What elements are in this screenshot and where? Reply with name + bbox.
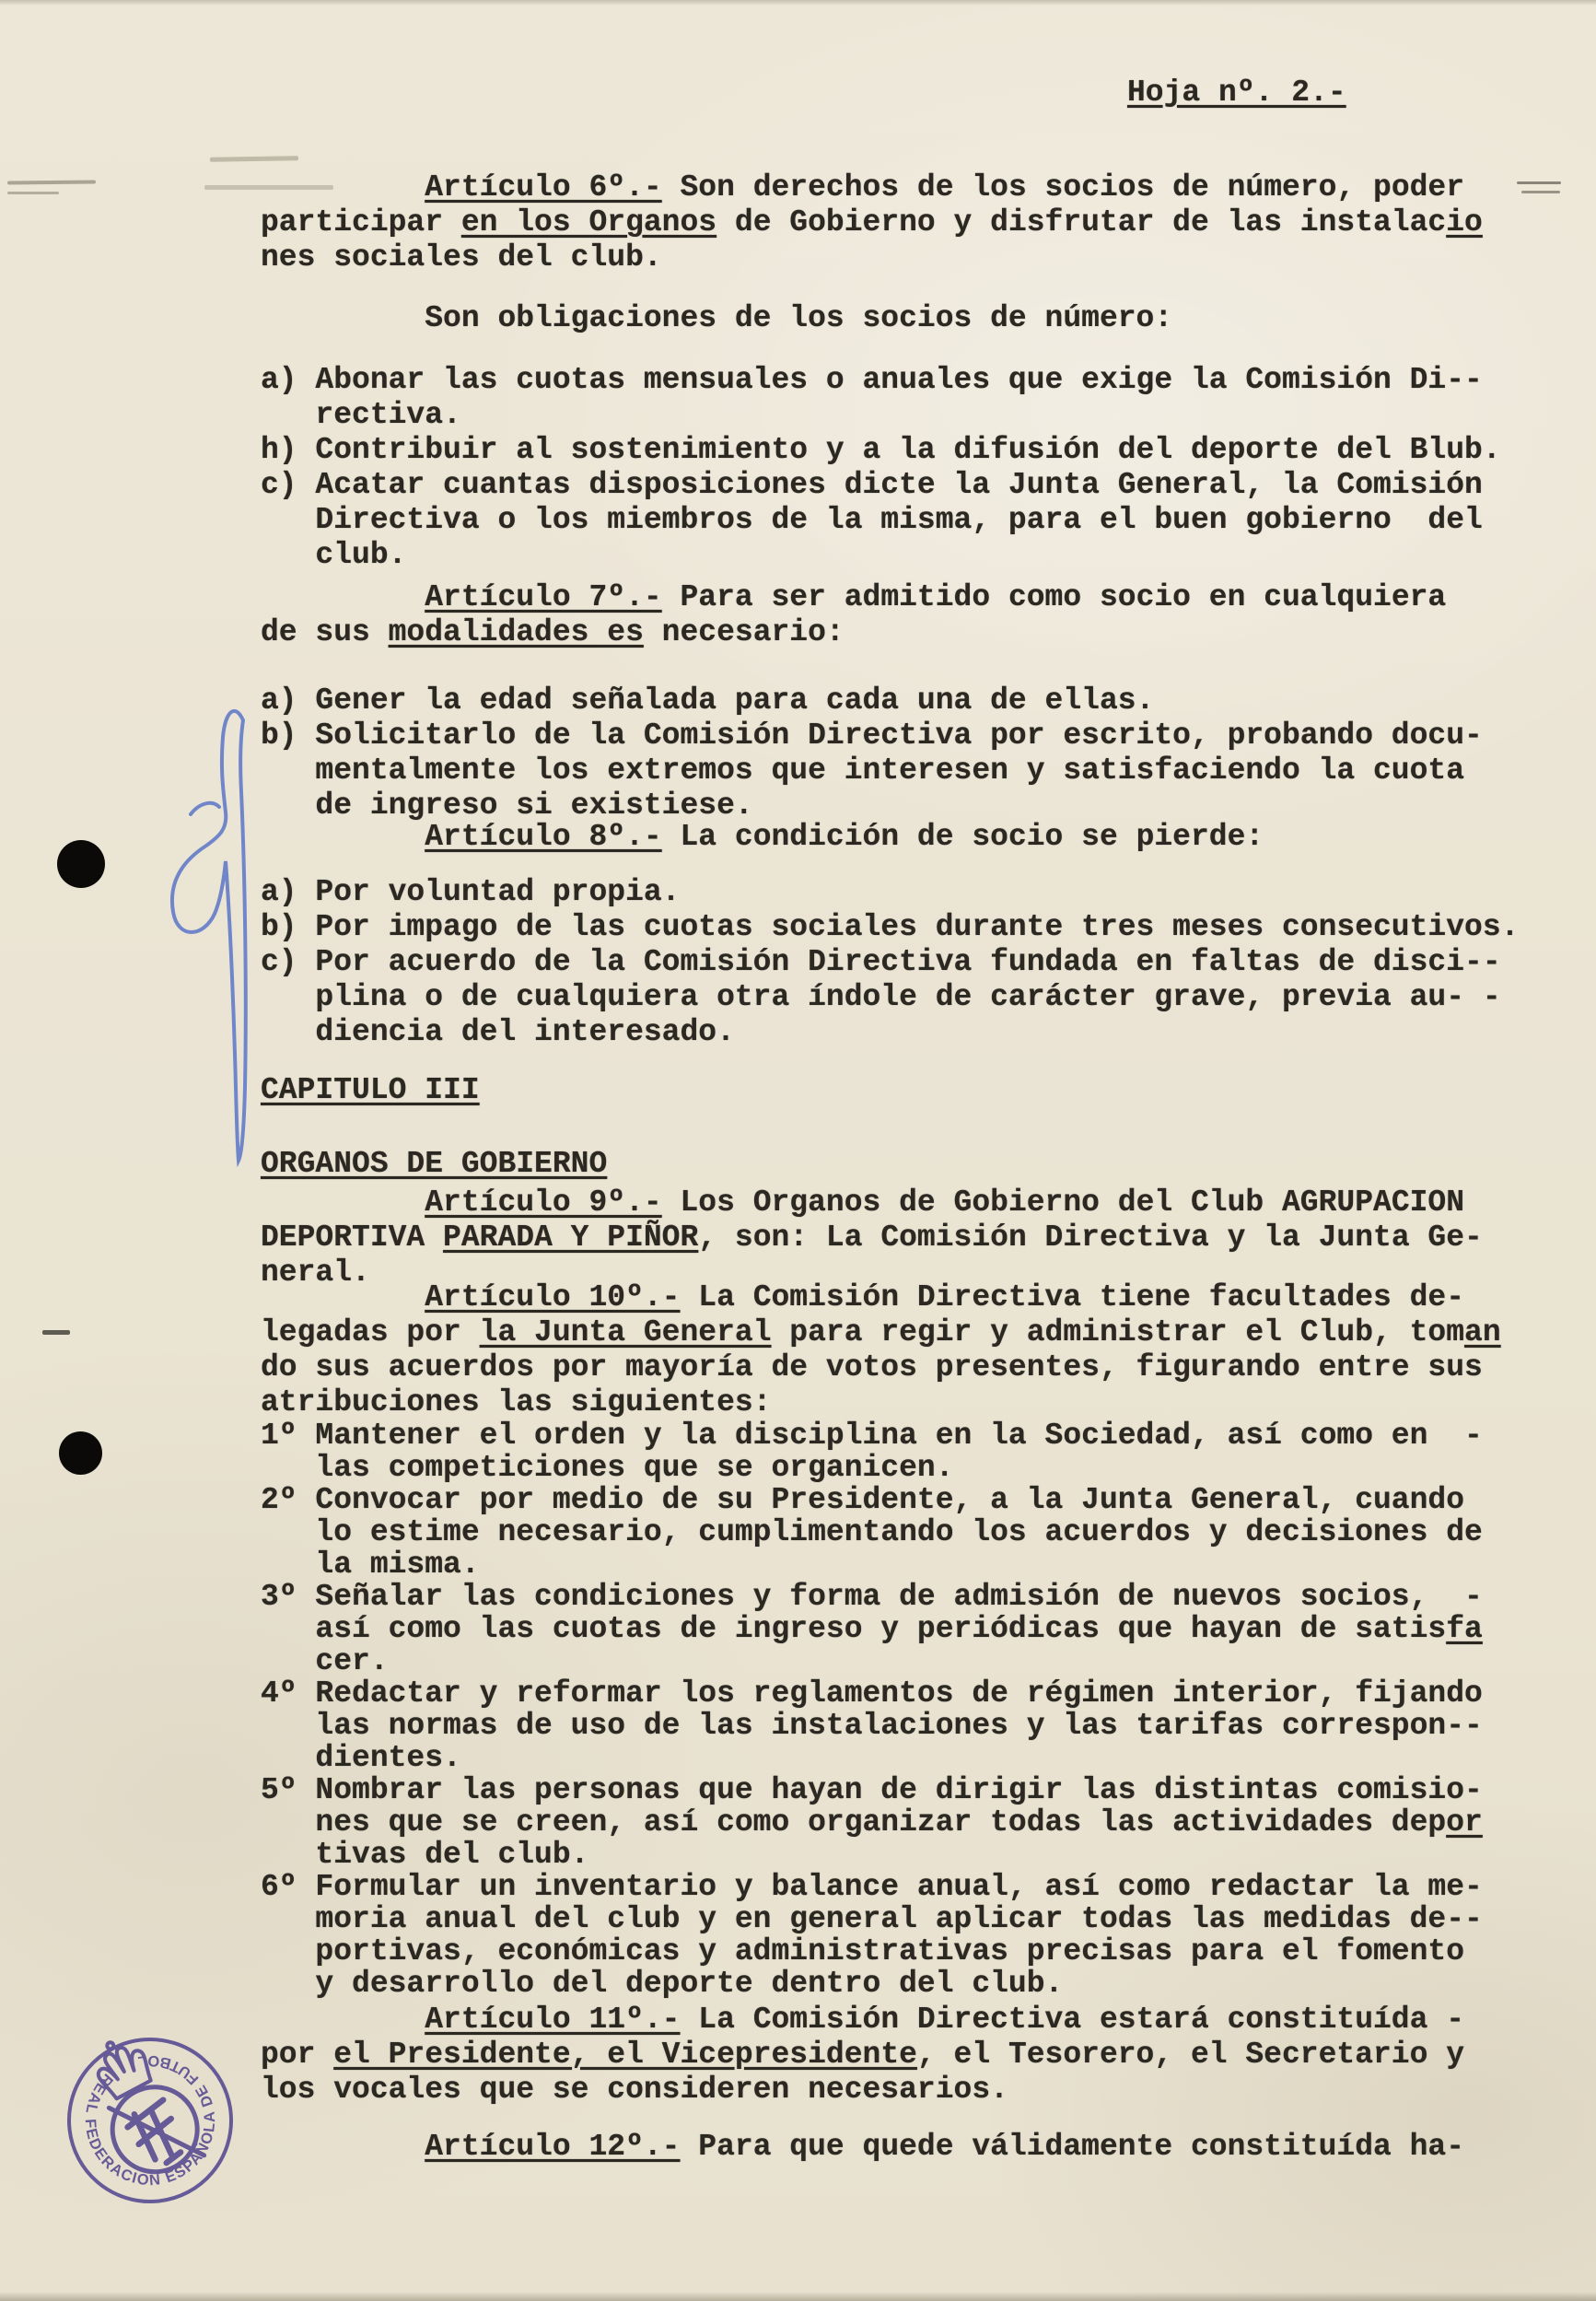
text-line: b) Solicitarlo de la Comisión Directiva por escrito, probando docu- <box>261 718 1483 753</box>
text-line: lo estime necesario, cumplimentando los acuerdos y decisiones de <box>261 1515 1483 1549</box>
text-line: de ingreso si existiese. <box>261 788 753 823</box>
text-line: 5º Nombrar las personas que hayan de dirigir las distintas comisio- <box>261 1773 1483 1807</box>
scan-edge-top <box>0 0 1596 6</box>
text-line: Artículo 9º.- Los Organos de Gobierno del Club AGRUPACION <box>425 1186 1465 1220</box>
text-line: a) Abonar las cuotas mensuales o anuales que exige la Comisión Di-- <box>261 363 1483 397</box>
text-line: neral. <box>261 1256 370 1290</box>
text-line: h) Contribuir al sostenimiento y a la difusión del deporte del Blub. <box>261 433 1501 467</box>
text-line: plina o de cualquiera otra índole de carácter grave, previa au- - <box>261 980 1501 1014</box>
text-line: Directiva o los miembros de la misma, para el buen gobierno del <box>261 503 1483 537</box>
text-line: Artículo 8º.- La condición de socio se pierde: <box>425 820 1264 854</box>
text-line: a) Por voluntad propia. <box>261 875 681 909</box>
text-line: atribuciones las siguientes: <box>261 1385 772 1419</box>
text-line: tivas del club. <box>261 1838 589 1872</box>
text-line: diencia del interesado. <box>261 1015 735 1049</box>
text-line: los vocales que se consideren necesarios. <box>261 2073 1008 2107</box>
text-line: 2º Convocar por medio de su Presidente, a la Junta General, cuando <box>261 1483 1465 1517</box>
text-line: 3º Señalar las condiciones y forma de admisión de nuevos socios, - <box>261 1580 1483 1614</box>
text-line: Artículo 7º.- Para ser admitido como socio en cualquiera <box>425 580 1447 614</box>
text-line: club. <box>261 538 407 572</box>
text-line: ORGANOS DE GOBIERNO <box>261 1147 608 1181</box>
text-line: participar en los Organos de Gobierno y disfrutar de las instalacio <box>261 205 1483 239</box>
text-line: portivas, económicas y administrativas precisas para el fomento <box>261 1934 1465 1968</box>
stamp-ring-label: REAL FEDERACION ESPAÑOLA DE FUTBOL <box>81 2051 219 2190</box>
text-line: Artículo 6º.- Son derechos de los socios de número, poder <box>425 170 1465 204</box>
text-line: mentalmente los extremos que interesen y satisfaciendo la cuota <box>261 753 1465 788</box>
text-line: Artículo 10º.- La Comisión Directiva tiene facultades de- <box>425 1280 1465 1314</box>
text-line: Hoja nº. 2.- <box>1127 76 1346 110</box>
text-line: así como las cuotas de ingreso y periódicas que hayan de satisfa <box>261 1612 1483 1646</box>
stamp-outer-ring <box>41 2011 260 2230</box>
text-line: las normas de uso de las instalaciones y las tarifas correspon-- <box>261 1709 1483 1743</box>
text-line: cer. <box>261 1644 389 1678</box>
text-line: nes que se creen, así como organizar todas las actividades depor <box>261 1805 1483 1840</box>
text-line: legadas por la Junta General para regir y administrar el Club, toman <box>261 1315 1501 1349</box>
text-line: por el Presidente, el Vicepresidente, el Tesorero, el Secretario y <box>261 2038 1465 2072</box>
text-line: a) Gener la edad señalada para cada una de ellas. <box>261 683 1155 718</box>
text-line: la misma. <box>261 1548 480 1582</box>
text-line: las competiciones que se organicen. <box>261 1451 954 1485</box>
text-line: rectiva. <box>261 398 461 432</box>
text-line: CAPITULO III <box>261 1073 480 1107</box>
text-line: do sus acuerdos por mayoría de votos presentes, figurando entre sus <box>261 1350 1483 1384</box>
text-line: 4º Redactar y reformar los reglamentos de régimen interior, fijando <box>261 1676 1483 1711</box>
text-line: DEPORTIVA PARADA Y PIÑOR, son: La Comisión Directiva y la Junta Ge- <box>261 1221 1483 1255</box>
text-line: Artículo 12º.- Para que quede válidamente constituída ha- <box>425 2130 1465 2164</box>
text-line: de sus modalidades es necesario: <box>261 615 845 649</box>
text-line: y desarrollo del deporte dentro del club. <box>261 1967 1064 2001</box>
text-line: 1º Mantener el orden y la disciplina en la Sociedad, así como en - <box>261 1419 1483 1453</box>
text-line: moria anual del club y en general aplicar todas las medidas de-- <box>261 1902 1483 1936</box>
scan-edge-bottom <box>0 2292 1596 2301</box>
svg-text:REAL FEDERACION ESPAÑOLA DE FU <box>59 2030 243 2213</box>
text-line: 6º Formular un inventario y balance anual, así como redactar la me- <box>261 1870 1483 1904</box>
text-line: Son obligaciones de los socios de número: <box>261 301 1173 335</box>
text-line: nes sociales del club. <box>261 240 662 274</box>
text-line: b) Por impago de las cuotas sociales durante tres meses consecutivos. <box>261 910 1520 944</box>
text-line: Artículo 11º.- La Comisión Directiva estará constituída - <box>425 2003 1465 2037</box>
text-line: c) Por acuerdo de la Comisión Directiva fundada en faltas de disci-- <box>261 945 1501 979</box>
text-line: dientes. <box>261 1741 461 1775</box>
text-line: c) Acatar cuantas disposiciones dicte la Junta General, la Comisión <box>261 468 1483 502</box>
